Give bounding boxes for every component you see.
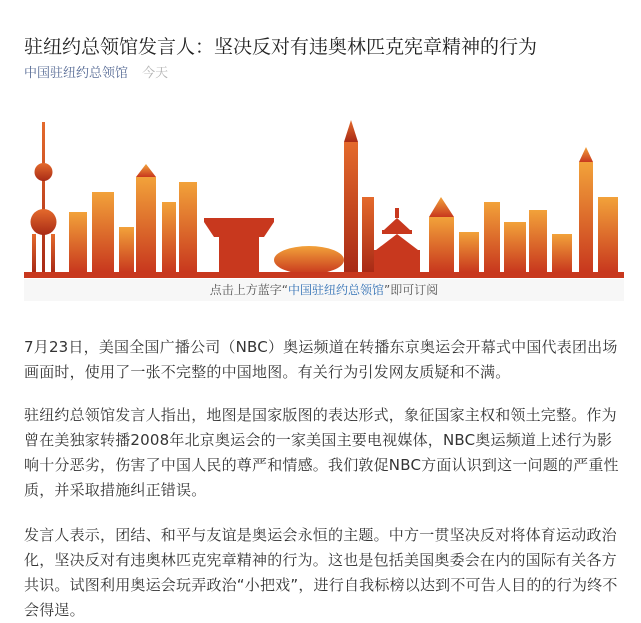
paragraph-1: 7月23日，美国全国广播公司（NBC）奥运频道在转播东京奥运会开幕式中国代表团出场画面时，使用了一张不完整的中国地图。有关行为引发网友质疑和不满。	[24, 338, 618, 381]
publish-time: 今天	[142, 66, 169, 81]
caption-account-link[interactable]: 中国驻纽约总领馆	[287, 283, 384, 297]
skyline-banner-image	[24, 102, 624, 278]
banner-caption	[24, 279, 624, 301]
account-link[interactable]: 中国驻纽约总领馆	[24, 66, 129, 81]
paragraph-3: 发言人表示，团结、和平与友谊是奥运会永恒的主题。中方一贯坚决反对将体育运动政治化，坚决反对有违奥林匹克宪章精神的行为。这也是包括美国奥委会在内的国际有关各方共识。试图利用奥运会玩弄政治“小把戏”，进行自我标榜以达到不可告人目的的行为终不会得逞。	[24, 526, 618, 619]
paragraph-2: 驻纽约总领馆发言人指出，地图是国家版图的表达形式，象征国家主权和领土完整。作为曾在美独家转播2008年北京奥运会的一家美国主要电视媒体，NBC奥运频道上述行为影响十分恶劣，伤害了中国人民的尊严和情感。我们敦促NBC方面认识到这一问题的严重性质，并采取措施纠正错误。	[24, 406, 619, 499]
article-meta	[24, 62, 168, 81]
article-title: 驻纽约总领馆发言人：坚决反对有违奥林匹克宪章精神的行为	[24, 35, 538, 58]
caption-suffix: ”即可订阅	[384, 283, 439, 297]
caption-prefix: 点击上方蓝字“	[209, 283, 288, 297]
